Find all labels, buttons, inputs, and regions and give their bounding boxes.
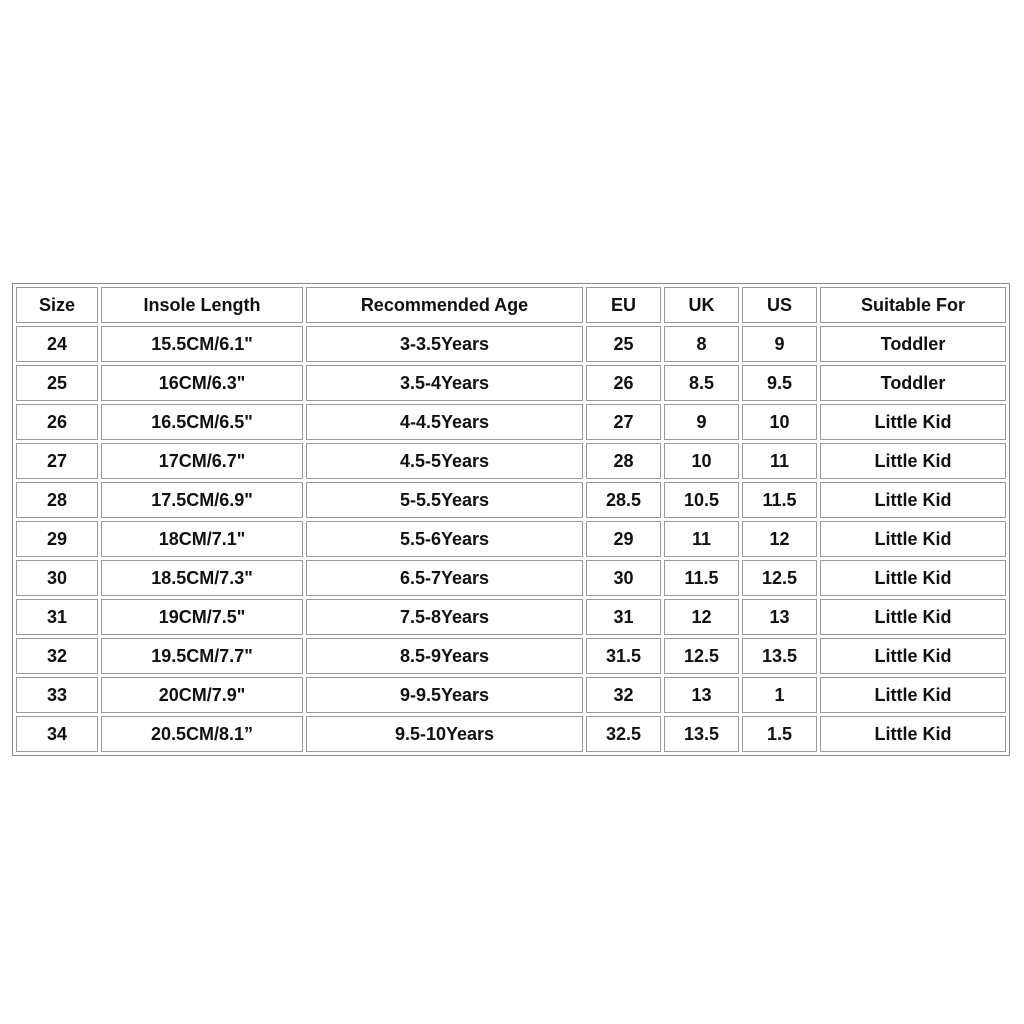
cell-recommended-age: 9-9.5Years bbox=[306, 677, 583, 713]
cell-suitable-for: Little Kid bbox=[820, 482, 1006, 518]
cell-us: 13 bbox=[742, 599, 817, 635]
table-row bbox=[16, 560, 1006, 596]
cell-eu: 29 bbox=[586, 521, 661, 557]
cell-insole-length: 18CM/7.1" bbox=[101, 521, 303, 557]
cell-recommended-age: 6.5-7Years bbox=[306, 560, 583, 596]
cell-insole-length: 18.5CM/7.3" bbox=[101, 560, 303, 596]
cell-us: 12.5 bbox=[742, 560, 817, 596]
cell-suitable-for: Little Kid bbox=[820, 521, 1006, 557]
cell-uk: 13.5 bbox=[664, 716, 739, 752]
cell-size: 31 bbox=[16, 599, 98, 635]
cell-uk: 12.5 bbox=[664, 638, 739, 674]
table-row bbox=[16, 404, 1006, 440]
cell-us: 9.5 bbox=[742, 365, 817, 401]
cell-suitable-for: Little Kid bbox=[820, 404, 1006, 440]
cell-uk: 10 bbox=[664, 443, 739, 479]
table-row bbox=[16, 716, 1006, 752]
cell-eu: 27 bbox=[586, 404, 661, 440]
cell-suitable-for: Little Kid bbox=[820, 599, 1006, 635]
cell-insole-length: 20CM/7.9" bbox=[101, 677, 303, 713]
cell-size: 28 bbox=[16, 482, 98, 518]
cell-recommended-age: 8.5-9Years bbox=[306, 638, 583, 674]
cell-insole-length: 17CM/6.7" bbox=[101, 443, 303, 479]
cell-insole-length: 20.5CM/8.1” bbox=[101, 716, 303, 752]
size-chart-table bbox=[12, 283, 1010, 756]
cell-size: 33 bbox=[16, 677, 98, 713]
cell-eu: 28 bbox=[586, 443, 661, 479]
cell-eu: 31 bbox=[586, 599, 661, 635]
table-row bbox=[16, 482, 1006, 518]
table-row bbox=[16, 326, 1006, 362]
cell-recommended-age: 4.5-5Years bbox=[306, 443, 583, 479]
cell-uk: 11.5 bbox=[664, 560, 739, 596]
header-insole-length: Insole Length bbox=[101, 287, 303, 323]
cell-recommended-age: 5-5.5Years bbox=[306, 482, 583, 518]
cell-recommended-age: 3-3.5Years bbox=[306, 326, 583, 362]
table-row bbox=[16, 677, 1006, 713]
cell-suitable-for: Little Kid bbox=[820, 716, 1006, 752]
cell-size: 34 bbox=[16, 716, 98, 752]
cell-insole-length: 16.5CM/6.5" bbox=[101, 404, 303, 440]
cell-uk: 11 bbox=[664, 521, 739, 557]
cell-uk: 10.5 bbox=[664, 482, 739, 518]
cell-uk: 12 bbox=[664, 599, 739, 635]
cell-us: 13.5 bbox=[742, 638, 817, 674]
cell-recommended-age: 4-4.5Years bbox=[306, 404, 583, 440]
cell-suitable-for: Little Kid bbox=[820, 677, 1006, 713]
table-body bbox=[16, 326, 1006, 752]
cell-eu: 26 bbox=[586, 365, 661, 401]
header-suitable-for: Suitable For bbox=[820, 287, 1006, 323]
cell-uk: 8.5 bbox=[664, 365, 739, 401]
cell-size: 26 bbox=[16, 404, 98, 440]
header-uk: UK bbox=[664, 287, 739, 323]
cell-eu: 28.5 bbox=[586, 482, 661, 518]
cell-suitable-for: Little Kid bbox=[820, 560, 1006, 596]
cell-suitable-for: Little Kid bbox=[820, 638, 1006, 674]
cell-size: 32 bbox=[16, 638, 98, 674]
cell-insole-length: 19CM/7.5" bbox=[101, 599, 303, 635]
header-us: US bbox=[742, 287, 817, 323]
cell-insole-length: 15.5CM/6.1" bbox=[101, 326, 303, 362]
cell-insole-length: 19.5CM/7.7" bbox=[101, 638, 303, 674]
table-header-row bbox=[16, 287, 1006, 323]
cell-uk: 9 bbox=[664, 404, 739, 440]
cell-eu: 31.5 bbox=[586, 638, 661, 674]
cell-size: 27 bbox=[16, 443, 98, 479]
table-row bbox=[16, 521, 1006, 557]
table-row bbox=[16, 599, 1006, 635]
cell-size: 29 bbox=[16, 521, 98, 557]
cell-us: 1.5 bbox=[742, 716, 817, 752]
cell-insole-length: 17.5CM/6.9" bbox=[101, 482, 303, 518]
cell-suitable-for: Toddler bbox=[820, 365, 1006, 401]
cell-size: 24 bbox=[16, 326, 98, 362]
cell-suitable-for: Little Kid bbox=[820, 443, 1006, 479]
cell-size: 25 bbox=[16, 365, 98, 401]
header-size: Size bbox=[16, 287, 98, 323]
cell-uk: 13 bbox=[664, 677, 739, 713]
cell-recommended-age: 3.5-4Years bbox=[306, 365, 583, 401]
cell-eu: 32.5 bbox=[586, 716, 661, 752]
cell-recommended-age: 7.5-8Years bbox=[306, 599, 583, 635]
cell-uk: 8 bbox=[664, 326, 739, 362]
cell-us: 1 bbox=[742, 677, 817, 713]
cell-us: 10 bbox=[742, 404, 817, 440]
cell-insole-length: 16CM/6.3" bbox=[101, 365, 303, 401]
header-eu: EU bbox=[586, 287, 661, 323]
cell-recommended-age: 9.5-10Years bbox=[306, 716, 583, 752]
header-recommended-age: Recommended Age bbox=[306, 287, 583, 323]
table-row bbox=[16, 638, 1006, 674]
cell-us: 11 bbox=[742, 443, 817, 479]
cell-us: 12 bbox=[742, 521, 817, 557]
cell-eu: 25 bbox=[586, 326, 661, 362]
cell-eu: 30 bbox=[586, 560, 661, 596]
cell-us: 9 bbox=[742, 326, 817, 362]
cell-us: 11.5 bbox=[742, 482, 817, 518]
cell-size: 30 bbox=[16, 560, 98, 596]
cell-recommended-age: 5.5-6Years bbox=[306, 521, 583, 557]
table-row bbox=[16, 365, 1006, 401]
table-row bbox=[16, 443, 1006, 479]
cell-eu: 32 bbox=[586, 677, 661, 713]
cell-suitable-for: Toddler bbox=[820, 326, 1006, 362]
